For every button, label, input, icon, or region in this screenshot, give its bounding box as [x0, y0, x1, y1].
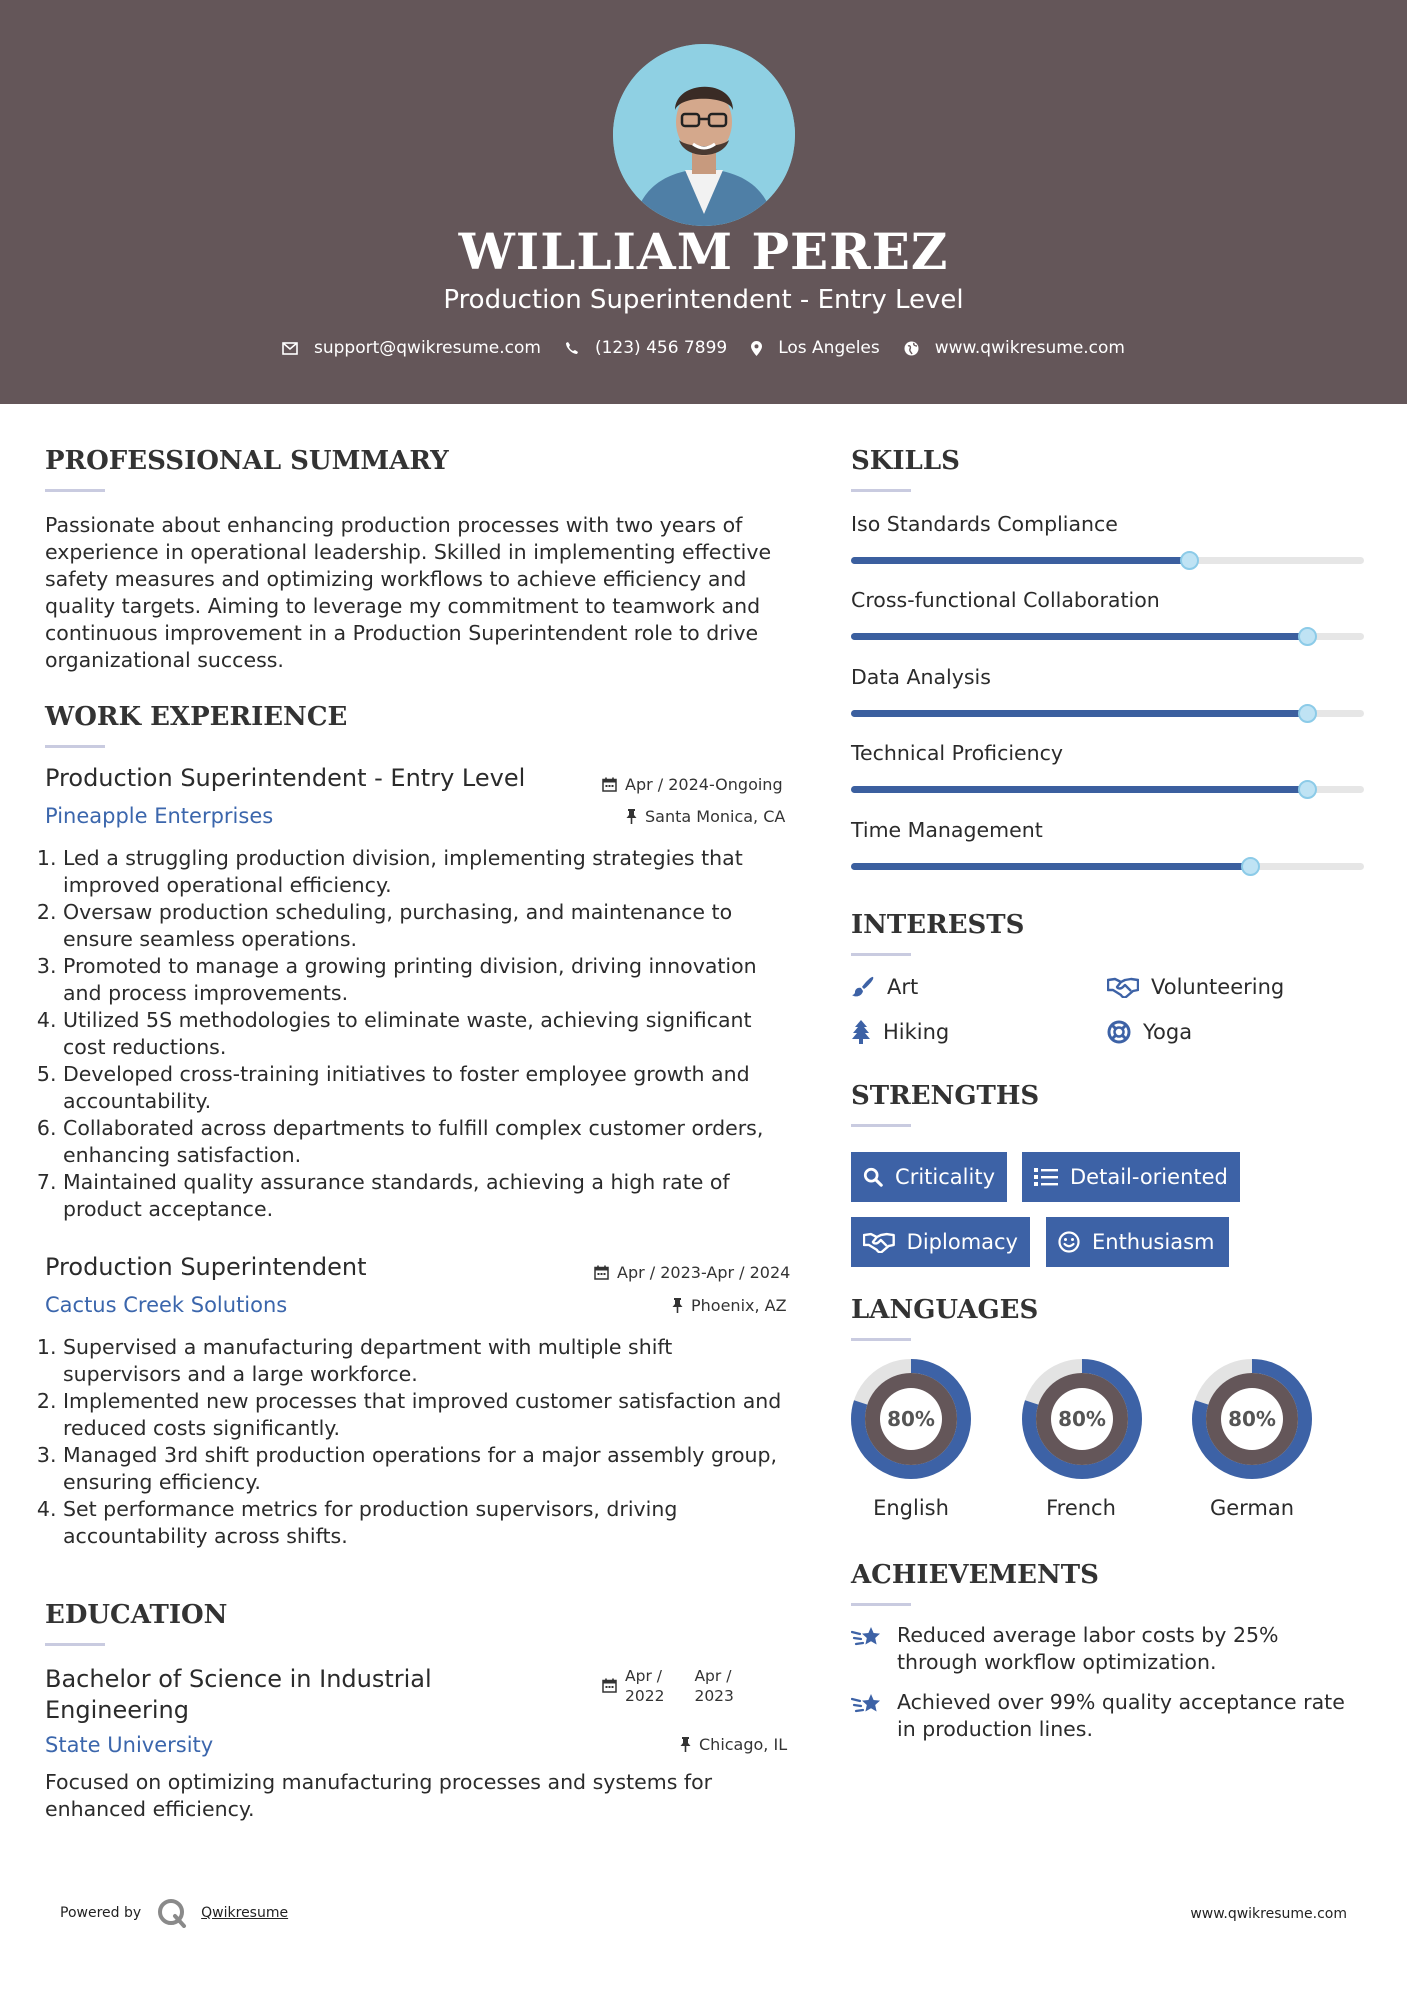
summary-line: Passionate about enhancing production processes with two years of — [45, 513, 743, 537]
education-heading: EDUCATION — [45, 1600, 228, 1630]
list-item: 2. Implemented new processes that improved customer satisfaction and reduced costs significantly. — [63, 1388, 785, 1442]
summary-underline — [45, 489, 105, 492]
qwikresume-logo-icon — [157, 1898, 187, 1928]
strength-tag — [1022, 1152, 1240, 1202]
skill-bar-fill — [851, 710, 1308, 717]
contact-bar — [0, 338, 1407, 358]
calendar-icon — [602, 1678, 617, 1693]
interest-item — [1107, 975, 1284, 999]
shooting-star-icon — [851, 1691, 883, 1717]
education-location — [680, 1735, 787, 1754]
language-percent: 80% — [887, 1407, 935, 1431]
phone-icon — [565, 341, 579, 355]
job-duties — [45, 845, 785, 1223]
summary-line: safety measures and optimizing workflows to achieve efficiency and — [45, 567, 747, 591]
job-location — [672, 1296, 787, 1315]
list-item: 2. Oversaw production scheduling, purchasing, and maintenance to ensure seamless operations. — [63, 899, 785, 953]
strength-tag — [851, 1217, 1030, 1267]
strength-label: Detail-oriented — [1070, 1165, 1228, 1189]
skill-bar-fill — [851, 786, 1308, 793]
language-ring-chart — [850, 1358, 972, 1480]
interest-item — [851, 1020, 949, 1044]
shooting-star-icon — [851, 1624, 883, 1650]
achievement-line: through workflow optimization. — [897, 1650, 1217, 1674]
start-year: 2022 — [625, 1687, 665, 1705]
contact-website[interactable] — [904, 338, 1125, 358]
skill-label: Cross-functional Collaboration — [851, 588, 1160, 612]
language-ring — [1191, 1358, 1313, 1484]
summary-line: quality targets. Aiming to leverage my commitment to teamwork and — [45, 594, 761, 618]
language-percent: 80% — [1228, 1407, 1276, 1431]
paintbrush-icon — [851, 976, 875, 998]
strength-label: Enthusiasm — [1092, 1230, 1215, 1254]
handshake-icon — [863, 1231, 895, 1253]
pushpin-icon — [672, 1298, 683, 1313]
list-item: 3. Promoted to manage a growing printing division, driving innovation and process improvements. — [63, 953, 785, 1007]
job-location-text: Santa Monica, CA — [645, 807, 786, 826]
calendar-icon — [594, 1265, 609, 1280]
contact-location — [751, 338, 880, 358]
handshake-icon — [1107, 976, 1139, 998]
job-dates — [602, 775, 783, 794]
skills-heading: SKILLS — [851, 446, 960, 476]
contact-phone[interactable] — [565, 338, 727, 358]
powered-by-text: Powered by — [60, 1905, 142, 1921]
job-duties — [45, 1334, 785, 1550]
profile-photo — [613, 44, 795, 226]
language-ring-chart — [1021, 1358, 1143, 1480]
experience-underline — [45, 745, 105, 748]
contact-email[interactable] — [282, 338, 541, 358]
skill-bar — [851, 786, 1364, 793]
languages-underline — [851, 1338, 911, 1341]
achievement-text — [897, 1622, 1279, 1676]
job-title: Production Superintendent - Entry Level — [45, 764, 526, 792]
skill-label: Time Management — [851, 818, 1043, 842]
education-underline — [45, 1643, 105, 1646]
interest-label: Hiking — [883, 1020, 950, 1044]
list-item: 3. Managed 3rd shift production operations for a major assembly group, ensuring efficiency. — [63, 1442, 785, 1496]
resume-header — [0, 0, 1407, 404]
degree-title — [45, 1664, 432, 1726]
website-text: www.qwikresume.com — [934, 338, 1125, 358]
envelope-icon — [282, 342, 298, 355]
skill-bar-knob — [1298, 627, 1317, 646]
footer-branding — [60, 1898, 288, 1928]
pushpin-icon — [680, 1737, 691, 1752]
language-label: English — [873, 1496, 949, 1520]
education-dates — [602, 1666, 734, 1706]
interest-label: Volunteering — [1151, 975, 1285, 999]
company-name[interactable]: Pineapple Enterprises — [45, 804, 274, 828]
skill-bar-fill — [851, 633, 1308, 640]
achievement-item — [851, 1622, 1279, 1676]
interest-label: Yoga — [1143, 1020, 1193, 1044]
list-item: 1. Supervised a manufacturing department with multiple shift supervisors and a large workforce. — [63, 1334, 785, 1388]
education-start — [625, 1666, 664, 1706]
map-pin-icon — [751, 341, 762, 356]
list-item: 5. Developed cross-training initiatives to foster employee growth and accountability. — [63, 1061, 785, 1115]
summary-line: experience in operational leadership. Skilled in implementing effective — [45, 540, 772, 564]
skill-bar — [851, 863, 1364, 870]
company-name[interactable]: Cactus Creek Solutions — [45, 1293, 288, 1317]
strengths-heading: STRENGTHS — [851, 1081, 1040, 1111]
skill-bar — [851, 557, 1364, 564]
skill-label: Technical Proficiency — [851, 741, 1064, 765]
skill-label: Iso Standards Compliance — [851, 512, 1118, 536]
start-month: Apr / — [625, 1667, 662, 1685]
achievements-heading: ACHIEVEMENTS — [851, 1560, 1099, 1590]
degree-line: Engineering — [45, 1696, 189, 1724]
achievement-item — [851, 1689, 1345, 1743]
strength-label: Criticality — [895, 1165, 995, 1189]
strength-label: Diplomacy — [906, 1230, 1018, 1254]
brand-link[interactable]: Qwikresume — [201, 1905, 289, 1921]
interests-heading: INTERESTS — [851, 910, 1025, 940]
phone-text: (123) 456 7899 — [594, 338, 728, 358]
smile-icon — [1058, 1231, 1080, 1253]
candidate-title: Production Superintendent - Entry Level — [443, 285, 964, 315]
skills-underline — [851, 489, 911, 492]
interest-item — [1107, 1020, 1192, 1044]
strengths-underline — [851, 1124, 911, 1127]
achievement-line: Achieved over 99% quality acceptance rate — [897, 1690, 1345, 1714]
skill-bar-knob — [1180, 551, 1199, 570]
education-description: Focused on optimizing manufacturing processes and systems for enhanced efficiency. — [45, 1770, 713, 1821]
skill-bar-knob — [1298, 704, 1317, 723]
languages-heading: LANGUAGES — [851, 1295, 1039, 1325]
education-location-text: Chicago, IL — [699, 1735, 788, 1754]
skill-bar-fill — [851, 557, 1190, 564]
candidate-name: WILLIAM PEREZ — [458, 222, 949, 281]
calendar-icon — [602, 777, 617, 792]
skill-label: Data Analysis — [851, 665, 991, 689]
list-icon — [1034, 1167, 1058, 1187]
pushpin-icon — [626, 809, 637, 824]
tree-icon — [851, 1020, 871, 1044]
language-ring — [850, 1358, 972, 1484]
strength-tag — [1046, 1217, 1229, 1267]
job-location-text: Phoenix, AZ — [691, 1296, 787, 1315]
education-end — [694, 1666, 733, 1706]
footer-website[interactable]: www.qwikresume.com — [1190, 1906, 1347, 1922]
language-ring — [1021, 1358, 1143, 1484]
achievement-line: in production lines. — [897, 1717, 1093, 1741]
language-label: German — [1209, 1496, 1295, 1520]
job-title: Production Superintendent — [45, 1253, 367, 1281]
interests-underline — [851, 953, 911, 956]
search-icon — [863, 1166, 883, 1188]
interest-item — [851, 975, 918, 999]
end-year: 2023 — [694, 1687, 734, 1705]
language-percent: 80% — [1058, 1407, 1106, 1431]
job-dates-text: Apr / 2024-Ongoing — [625, 775, 783, 794]
achievements-underline — [851, 1603, 911, 1606]
list-item: 6. Collaborated across departments to fulfill complex customer orders, enhancing satisfaction. — [63, 1115, 785, 1169]
lifebuoy-icon — [1107, 1020, 1131, 1044]
language-ring-chart — [1191, 1358, 1313, 1480]
job-location — [626, 807, 785, 826]
skill-bar-fill — [851, 863, 1251, 870]
language-label: French — [1046, 1496, 1116, 1520]
email-text: support@qwikresume.com — [314, 338, 541, 358]
degree-line: Bachelor of Science in Industrial — [45, 1665, 432, 1693]
achievement-text — [897, 1689, 1345, 1743]
skill-bar-knob — [1241, 857, 1260, 876]
end-month: Apr / — [694, 1667, 732, 1685]
globe-icon — [904, 341, 919, 356]
skill-bar-knob — [1298, 780, 1317, 799]
school-name[interactable]: State University — [45, 1733, 214, 1757]
summary-text — [45, 512, 805, 674]
location-text: Los Angeles — [778, 338, 880, 358]
summary-heading: PROFESSIONAL SUMMARY — [45, 446, 449, 476]
skill-bar — [851, 633, 1364, 640]
achievement-line: Reduced average labor costs by 25% — [897, 1623, 1279, 1647]
list-item: 4. Set performance metrics for production supervisors, driving accountability across shifts. — [63, 1496, 785, 1550]
list-item: 4. Utilized 5S methodologies to eliminate waste, achieving significant cost reductions. — [63, 1007, 785, 1061]
interest-label: Art — [887, 975, 919, 999]
job-dates — [594, 1263, 790, 1282]
summary-line: organizational success. — [45, 648, 284, 672]
list-item: 1. Led a struggling production division, implementing strategies that improved operational efficiency. — [63, 845, 785, 899]
experience-heading: WORK EXPERIENCE — [45, 702, 348, 732]
skill-bar — [851, 710, 1364, 717]
strength-tag — [851, 1152, 1007, 1202]
job-dates-text: Apr / 2023-Apr / 2024 — [617, 1263, 791, 1282]
summary-line: continuous improvement in a Production Superintendent role to drive — [45, 621, 759, 645]
list-item: 7. Maintained quality assurance standards, achieving a high rate of product acceptance. — [63, 1169, 785, 1223]
